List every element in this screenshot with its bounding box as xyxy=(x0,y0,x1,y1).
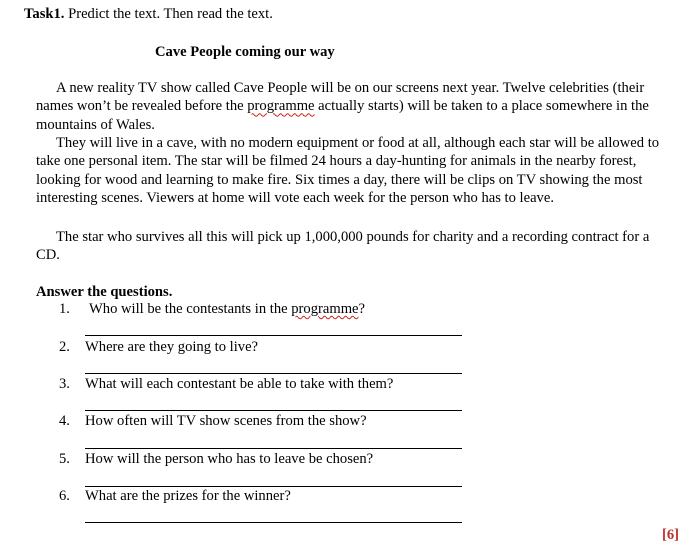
task-label: Task1. xyxy=(24,6,65,22)
answer-line[interactable] xyxy=(85,410,462,411)
question-2 xyxy=(59,339,258,356)
question-3 xyxy=(59,376,393,393)
answer-line[interactable] xyxy=(85,373,462,374)
question-5 xyxy=(59,451,373,468)
article-paragraph-1 xyxy=(36,79,676,134)
question-number: 1. xyxy=(59,301,70,317)
question-number: 3. xyxy=(59,376,70,392)
answer-line[interactable] xyxy=(85,486,462,487)
question-text-b: ? xyxy=(358,301,366,317)
question-text: How often will TV show scenes from the show? xyxy=(85,413,367,429)
answer-line[interactable] xyxy=(85,448,462,449)
spellcheck-word: programme xyxy=(291,301,359,317)
answer-line[interactable] xyxy=(85,522,462,523)
question-1 xyxy=(59,301,365,318)
task-text: Predict the text. Then read the text. xyxy=(68,6,273,22)
task-instruction xyxy=(24,6,273,23)
question-4 xyxy=(59,413,367,430)
question-6 xyxy=(59,488,291,505)
score-badge: [6] xyxy=(662,527,680,543)
spellcheck-word: programme xyxy=(247,98,315,115)
question-text: What are the prizes for the winner? xyxy=(85,488,291,504)
questions-heading: Answer the questions. xyxy=(36,284,173,300)
article-paragraph-2: They will live in a cave, with no modern equipment or food at all, although each star will be allowed to take one personal item. The star will be filmed 24 hours a day-hunting for animals in the nearby forest, looking for wood and learning to make fire. Six times a day, there will be clips on TV showing the most interesting scenes. Viewers at home will vote each week for the person who has to leave. xyxy=(36,135,660,206)
question-number: 6. xyxy=(59,488,70,504)
answer-line[interactable] xyxy=(85,335,462,336)
paragraph-1-text-b: actually starts) will be taken to a place somewhere in the mountains of Wales. xyxy=(36,98,649,133)
paragraph-1-text-a: A new reality TV show called Cave People will be on our screens next year. Twelve celebrities (their names won’t be revealed before the xyxy=(36,80,645,115)
article-title: Cave People coming our way xyxy=(155,44,335,60)
question-text-a: Who will be the contestants in the xyxy=(89,301,292,317)
question-number: 2. xyxy=(59,339,70,355)
question-text: How will the person who has to leave be chosen? xyxy=(85,451,374,467)
question-number: 5. xyxy=(59,451,70,467)
article-paragraph-3: The star who survives all this will pick up 1,000,000 pounds for charity and a recording contract for a CD. xyxy=(36,229,650,264)
question-text: Where are they going to live? xyxy=(85,339,259,355)
question-number: 4. xyxy=(59,413,70,429)
question-text: What will each contestant be able to take with them? xyxy=(85,376,394,392)
